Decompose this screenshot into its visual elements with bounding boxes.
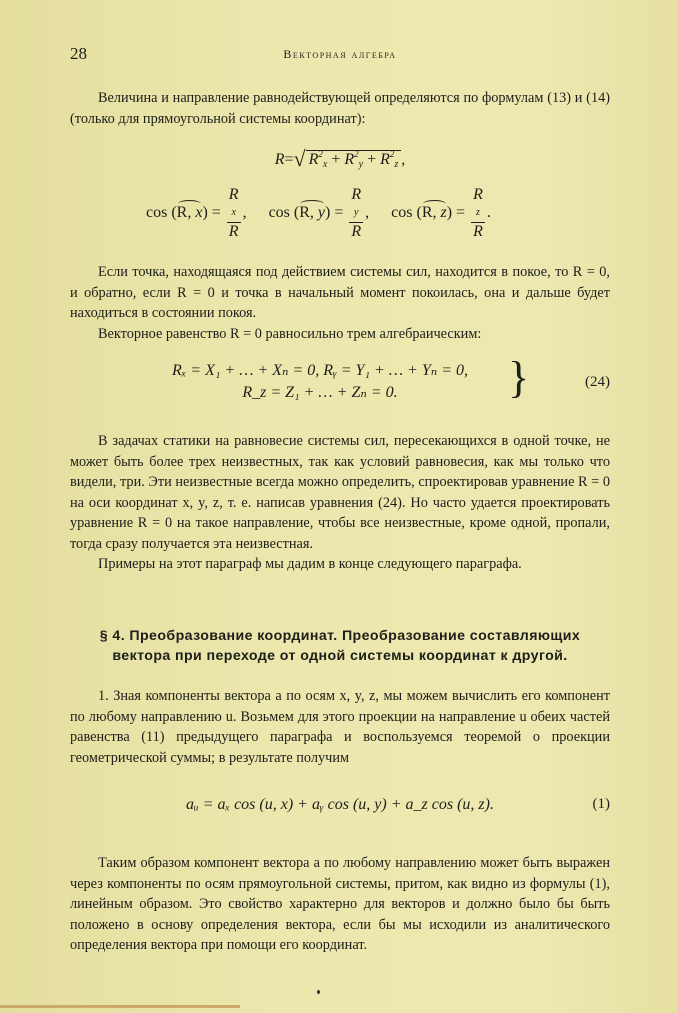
exp: 2 <box>318 149 323 159</box>
cos-x: cos (R, x) = R x R , <box>146 186 247 240</box>
equation-direction-cosines <box>110 186 610 241</box>
eq-lhs: R <box>274 151 285 168</box>
section-symbol: § 4. <box>99 628 126 644</box>
running-head: Векторная алгебра <box>283 47 397 61</box>
eq-number: (24) <box>585 374 610 390</box>
term: R <box>380 151 390 168</box>
right-brace-icon: } <box>508 353 530 402</box>
paragraph-text: Таким образом компонент вектора a по любому направлению может быть выражен через компоненты по осям прямоугольной системы, притом, как видно из формулы (1), линейным образом. Это свойство характерно для векторов и должно было бы быть положено в основу определения вектора, если бы мы исходили из аналитического определения вектора при помощи его координат. <box>70 855 610 953</box>
paragraph-text: Величина и направление равнодействующей определяются по формулам (13) и (14) (только для прямоугольной системы координат): <box>70 90 610 127</box>
paragraph-conclusion <box>70 853 610 956</box>
paragraph-text: 1. Зная компоненты вектора a по осям x, y, z, мы можем вычислить его компонент по любому направлению u. Возьмем для этого проекции на направление u обеих частей равенства (11) предыдущего параграфа и воспользуемся теоремой о проекции геометрической суммы; в результате получим <box>70 688 610 766</box>
sqrt-radicand: $R^2_x + R^2_y + R^2_z$ <box>306 150 402 168</box>
section-title-text: Преобразование координат. Преобразование составляющих <box>129 628 581 644</box>
paragraph-text: Векторное равенство R = 0 равносильно трем алгебраическим: <box>98 325 482 342</box>
paragraph-text: В задачах статики на равновесие системы сил, пересекающихся в одной точке, не может быть более трех неизвестных, так как условий равновесия, как мы только что видели, три. Эти неизвестные всегда можно определить, спроектировав уравнение R = 0 на оси координат x, y, z, т. е. написав уравнения (24). Но часто удается проектировать уравнение R = 0 на такое направление, чтобы все неизвестные, кроме одной, пропали, тогда сразу получается эта неизвестная. <box>70 433 610 552</box>
eq-sign: = <box>284 151 294 168</box>
paragraph-text: Если точка, находящаяся под действием системы сил, находится в покое, то R = 0, и обратно, если R = 0 и точка в начальный момент покоилась, она и дальше будет находиться в состоянии покоя. <box>70 264 610 321</box>
section-title-line1 <box>70 626 610 646</box>
sub: x <box>322 159 328 170</box>
term: R <box>344 151 355 168</box>
eq1-body: aᵤ = aₓ cos (u, x) + aᵧ cos (u, y) + a_z cos (u, z). <box>186 796 494 813</box>
exp: 2 <box>354 149 359 159</box>
paragraph-statics <box>70 431 610 575</box>
section-heading <box>70 626 610 666</box>
cos-y: cos (R, y) = R y R , <box>268 186 370 240</box>
term: R <box>308 151 319 168</box>
equation-1 <box>70 796 610 814</box>
paragraph-rest <box>70 262 610 344</box>
exp: 2 <box>389 149 395 159</box>
sub: y <box>358 159 364 170</box>
equation-magnitude <box>70 146 610 172</box>
sub: z <box>394 159 399 170</box>
page-edge-rule <box>0 1005 240 1008</box>
punct: , <box>401 151 406 168</box>
section-title-line2: вектора при переходе от одной системы координат к другой. <box>112 648 568 664</box>
print-speck <box>317 990 320 994</box>
paragraph-components <box>70 686 610 768</box>
cos-z: cos (R, z) = R z R . <box>391 186 491 240</box>
page-header <box>70 44 610 66</box>
eq24-line2: R_z = Z₁ + … + Zₙ = 0. <box>242 384 398 401</box>
page-number: 28 <box>70 44 87 63</box>
eq24-line1: Rₓ = X₁ + … + Xₙ = 0, Rᵧ = Y₁ + … + Yₙ = 0, <box>171 362 469 379</box>
eq-number: (1) <box>592 796 610 812</box>
sqrt-icon: √ <box>293 146 306 171</box>
equation-system-24 <box>70 360 570 404</box>
paragraph-text: Примеры на этот параграф мы дадим в конце следующего параграфа. <box>98 556 522 572</box>
paragraph-intro <box>70 88 610 129</box>
